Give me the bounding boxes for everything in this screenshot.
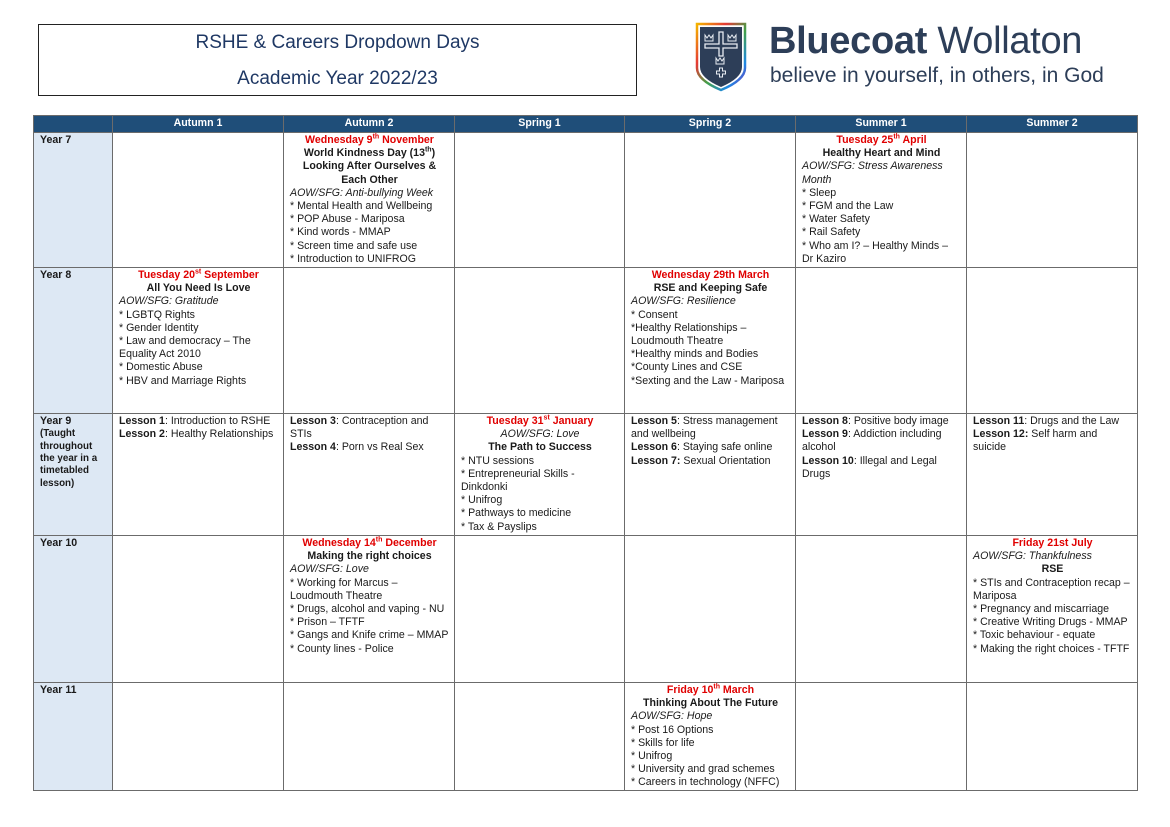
header-spring-2: Spring 2: [625, 116, 796, 133]
cell-y7-autumn-1: [113, 133, 284, 268]
school-name-bold: Bluecoat: [769, 20, 928, 62]
list-item: * Skills for life: [631, 736, 695, 749]
aow-sfg-label: AOW/SFG: Thankfulness: [973, 550, 1092, 563]
list-item: * Who am I? – Healthy Minds – Dr Kaziro: [802, 239, 949, 265]
event-date: Wednesday 9th November: [305, 133, 434, 146]
year-label: Year 10: [34, 536, 113, 683]
header-summer-1: Summer 1: [796, 116, 967, 133]
cell-y8-autumn-1: [113, 268, 284, 414]
list-item: * Working for Marcus – Loudmouth Theatre: [290, 576, 398, 602]
lesson-item: Lesson 11: Drugs and the Law: [973, 415, 1120, 427]
cell-y11-autumn-1: [113, 683, 284, 791]
list-item: *Healthy Relationships – Loudmouth Theatre: [631, 321, 747, 348]
table-row-year-9: [34, 414, 1138, 536]
table-row-year-8: [34, 268, 1138, 414]
list-item: * Law and democracy – The Equality Act 2010: [119, 335, 251, 361]
list-item: * Toxic behaviour - equate: [973, 629, 1096, 642]
lesson-item: Lesson 8: Positive body image: [802, 415, 949, 427]
aow-sfg-label: AOW/SFG: Gratitude: [119, 295, 219, 308]
header-autumn-1: Autumn 1: [113, 116, 284, 133]
cell-y8-summer-1: [796, 268, 967, 414]
lesson-item: Lesson 3: Contraception and STIs: [290, 415, 429, 441]
document-title-box: [38, 24, 637, 96]
list-item: * Rail Safety: [802, 226, 861, 239]
cell-y8-autumn-2: [284, 268, 455, 414]
year-note: (Taught throughout the year in a timetabled lesson): [40, 428, 98, 489]
list-item: * University and grad schemes: [631, 763, 775, 776]
event-date: Wednesday 14th December: [302, 536, 437, 549]
event-theme: RSE: [1041, 563, 1064, 576]
table-row-year-10: [34, 536, 1138, 683]
school-tagline: believe in yourself, in others, in God: [770, 64, 1104, 87]
list-item: * Tax & Payslips: [461, 520, 537, 533]
lesson-item: Lesson 10: Illegal and Legal Drugs: [802, 454, 937, 480]
school-name: [769, 20, 1082, 63]
cell-y9-spring-1: [455, 414, 625, 536]
event-theme: All You Need Is Love: [146, 282, 251, 295]
cell-y7-autumn-2: [284, 133, 455, 268]
list-item: * Making the right choices - TFTF: [973, 642, 1130, 655]
aow-sfg-label: AOW/SFG: Love: [500, 428, 580, 441]
year-label: Year 11: [34, 683, 113, 791]
event-date: Friday 21st July: [1012, 537, 1093, 549]
document-title: RSHE & Careers Dropdown Days: [195, 32, 480, 53]
cell-y9-summer-2: [967, 414, 1138, 536]
cell-y9-summer-1: [796, 414, 967, 536]
list-item: * County lines - Police: [290, 642, 394, 655]
list-item: * Domestic Abuse: [119, 361, 203, 374]
header-autumn-2: Autumn 2: [284, 116, 455, 133]
cell-y10-autumn-2: [284, 536, 455, 683]
list-item: * Unifrog: [461, 494, 503, 507]
list-item: *County Lines and CSE: [631, 361, 743, 374]
list-item: *Healthy minds and Bodies: [631, 348, 759, 361]
list-item: * Prison – TFTF: [290, 616, 365, 629]
list-item: * FGM and the Law: [802, 200, 894, 213]
cell-y10-summer-2: [967, 536, 1138, 683]
list-item: * Creative Writing Drugs - MMAP: [973, 616, 1128, 629]
cell-y10-spring-1: [455, 536, 625, 683]
lesson-item: Lesson 5: Stress management and wellbeing: [631, 415, 778, 441]
lesson-item: Lesson 9: Addiction including alcohol: [802, 428, 942, 454]
lesson-item: Lesson 2: Healthy Relationships: [119, 428, 274, 441]
cell-y10-summer-1: [796, 536, 967, 683]
aow-sfg-label: AOW/SFG: Stress Awareness Month: [802, 160, 943, 186]
cell-y8-summer-2: [967, 268, 1138, 414]
list-item: * Consent: [631, 308, 678, 321]
list-item: * NTU sessions: [461, 454, 534, 467]
cell-y7-summer-1: [796, 133, 967, 268]
list-item: * LGBTQ Rights: [119, 308, 195, 321]
list-item: *Sexting and the Law - Mariposa: [631, 374, 785, 387]
cell-y11-summer-2: [967, 683, 1138, 791]
lesson-item: Lesson 7: Sexual Orientation: [631, 454, 771, 467]
school-crest-shield-icon: [695, 22, 747, 92]
event-theme: The Path to Success: [488, 441, 592, 454]
school-name-light: Wollaton: [927, 20, 1083, 62]
lesson-item: Lesson 1: Introduction to RSHE: [119, 415, 271, 427]
academic-year: Academic Year 2022/23: [237, 68, 438, 89]
table-header-row: [34, 116, 1138, 133]
list-item: * Mental Health and Wellbeing: [290, 200, 433, 213]
event-theme: Making the right choices: [307, 550, 432, 563]
cell-y9-autumn-2: [284, 414, 455, 536]
list-item: * HBV and Marriage Rights: [119, 374, 247, 387]
cell-y9-autumn-1: [113, 414, 284, 536]
aow-sfg-label: AOW/SFG: Resilience: [631, 295, 736, 308]
list-item: * Kind words - MMAP: [290, 226, 391, 239]
cell-y8-spring-1: [455, 268, 625, 414]
event-date: Wednesday 29th March: [651, 269, 770, 281]
cell-y10-autumn-1: [113, 536, 284, 683]
cell-y7-spring-2: [625, 133, 796, 268]
aow-sfg-label: AOW/SFG: Hope: [631, 710, 713, 723]
table-row-year-7: [34, 133, 1138, 268]
aow-sfg-label: AOW/SFG: Anti-bullying Week: [290, 186, 434, 199]
list-item: * Pathways to medicine: [461, 507, 572, 520]
cell-y10-spring-2: [625, 536, 796, 683]
year-label: Year 8: [34, 268, 113, 414]
header-year: [34, 116, 113, 133]
dropdown-days-table: [33, 115, 1138, 791]
cell-y7-summer-2: [967, 133, 1138, 268]
list-item: * Post 16 Options: [631, 723, 714, 736]
year-label: Year 7: [34, 133, 113, 268]
event-date: Tuesday 31st January: [486, 414, 594, 427]
header-spring-1: Spring 1: [455, 116, 625, 133]
event-theme: Thinking About The Future: [643, 697, 778, 710]
list-item: * Entrepreneurial Skills - Dinkdonki: [461, 467, 575, 494]
header-summer-2: Summer 2: [967, 116, 1138, 133]
list-item: * Careers in technology (NFFC): [631, 776, 780, 789]
school-logo: [693, 20, 1143, 96]
table-row-year-11: [34, 683, 1138, 791]
list-item: * Screen time and safe use: [290, 239, 418, 252]
year-label-text: Year 9: [40, 415, 72, 427]
list-item: * Water Safety: [802, 213, 870, 226]
event-theme: World Kindness Day (13th): [303, 146, 436, 160]
event-theme: Healthy Heart and Mind: [822, 147, 941, 160]
year-label: [34, 414, 113, 536]
list-item: * Gangs and Knife crime – MMAP: [290, 629, 449, 642]
lesson-item: Lesson 4: Porn vs Real Sex: [290, 441, 424, 454]
aow-sfg-label: AOW/SFG: Love: [290, 563, 369, 576]
list-item: * Gender Identity: [119, 321, 199, 334]
list-item: * Introduction to UNIFROG: [290, 252, 416, 265]
list-item: * Sleep: [802, 186, 837, 199]
list-item: * STIs and Contraception recap – Mariposa: [973, 576, 1130, 602]
list-item: * POP Abuse - Mariposa: [290, 213, 405, 226]
cell-y11-spring-2: [625, 683, 796, 791]
cell-y11-autumn-2: [284, 683, 455, 791]
cell-y8-spring-2: [625, 268, 796, 414]
cell-y11-spring-1: [455, 683, 625, 791]
event-date: Tuesday 20st September: [138, 268, 259, 281]
event-theme: RSE and Keeping Safe: [653, 282, 768, 295]
event-date: Tuesday 25th April: [836, 133, 927, 146]
lesson-item: Lesson 12: Self harm and suicide: [973, 428, 1098, 454]
cell-y7-spring-1: [455, 133, 625, 268]
cell-y11-summer-1: [796, 683, 967, 791]
cell-y9-spring-2: [625, 414, 796, 536]
list-item: * Unifrog: [631, 750, 673, 763]
list-item: * Drugs, alcohol and vaping - NU: [290, 603, 445, 616]
event-date: Friday 10th March: [666, 683, 755, 696]
lesson-item: Lesson 6: Staying safe online: [631, 441, 773, 454]
event-theme-2: Looking After Ourselves & Each Other: [302, 160, 437, 186]
list-item: * Pregnancy and miscarriage: [973, 603, 1110, 616]
